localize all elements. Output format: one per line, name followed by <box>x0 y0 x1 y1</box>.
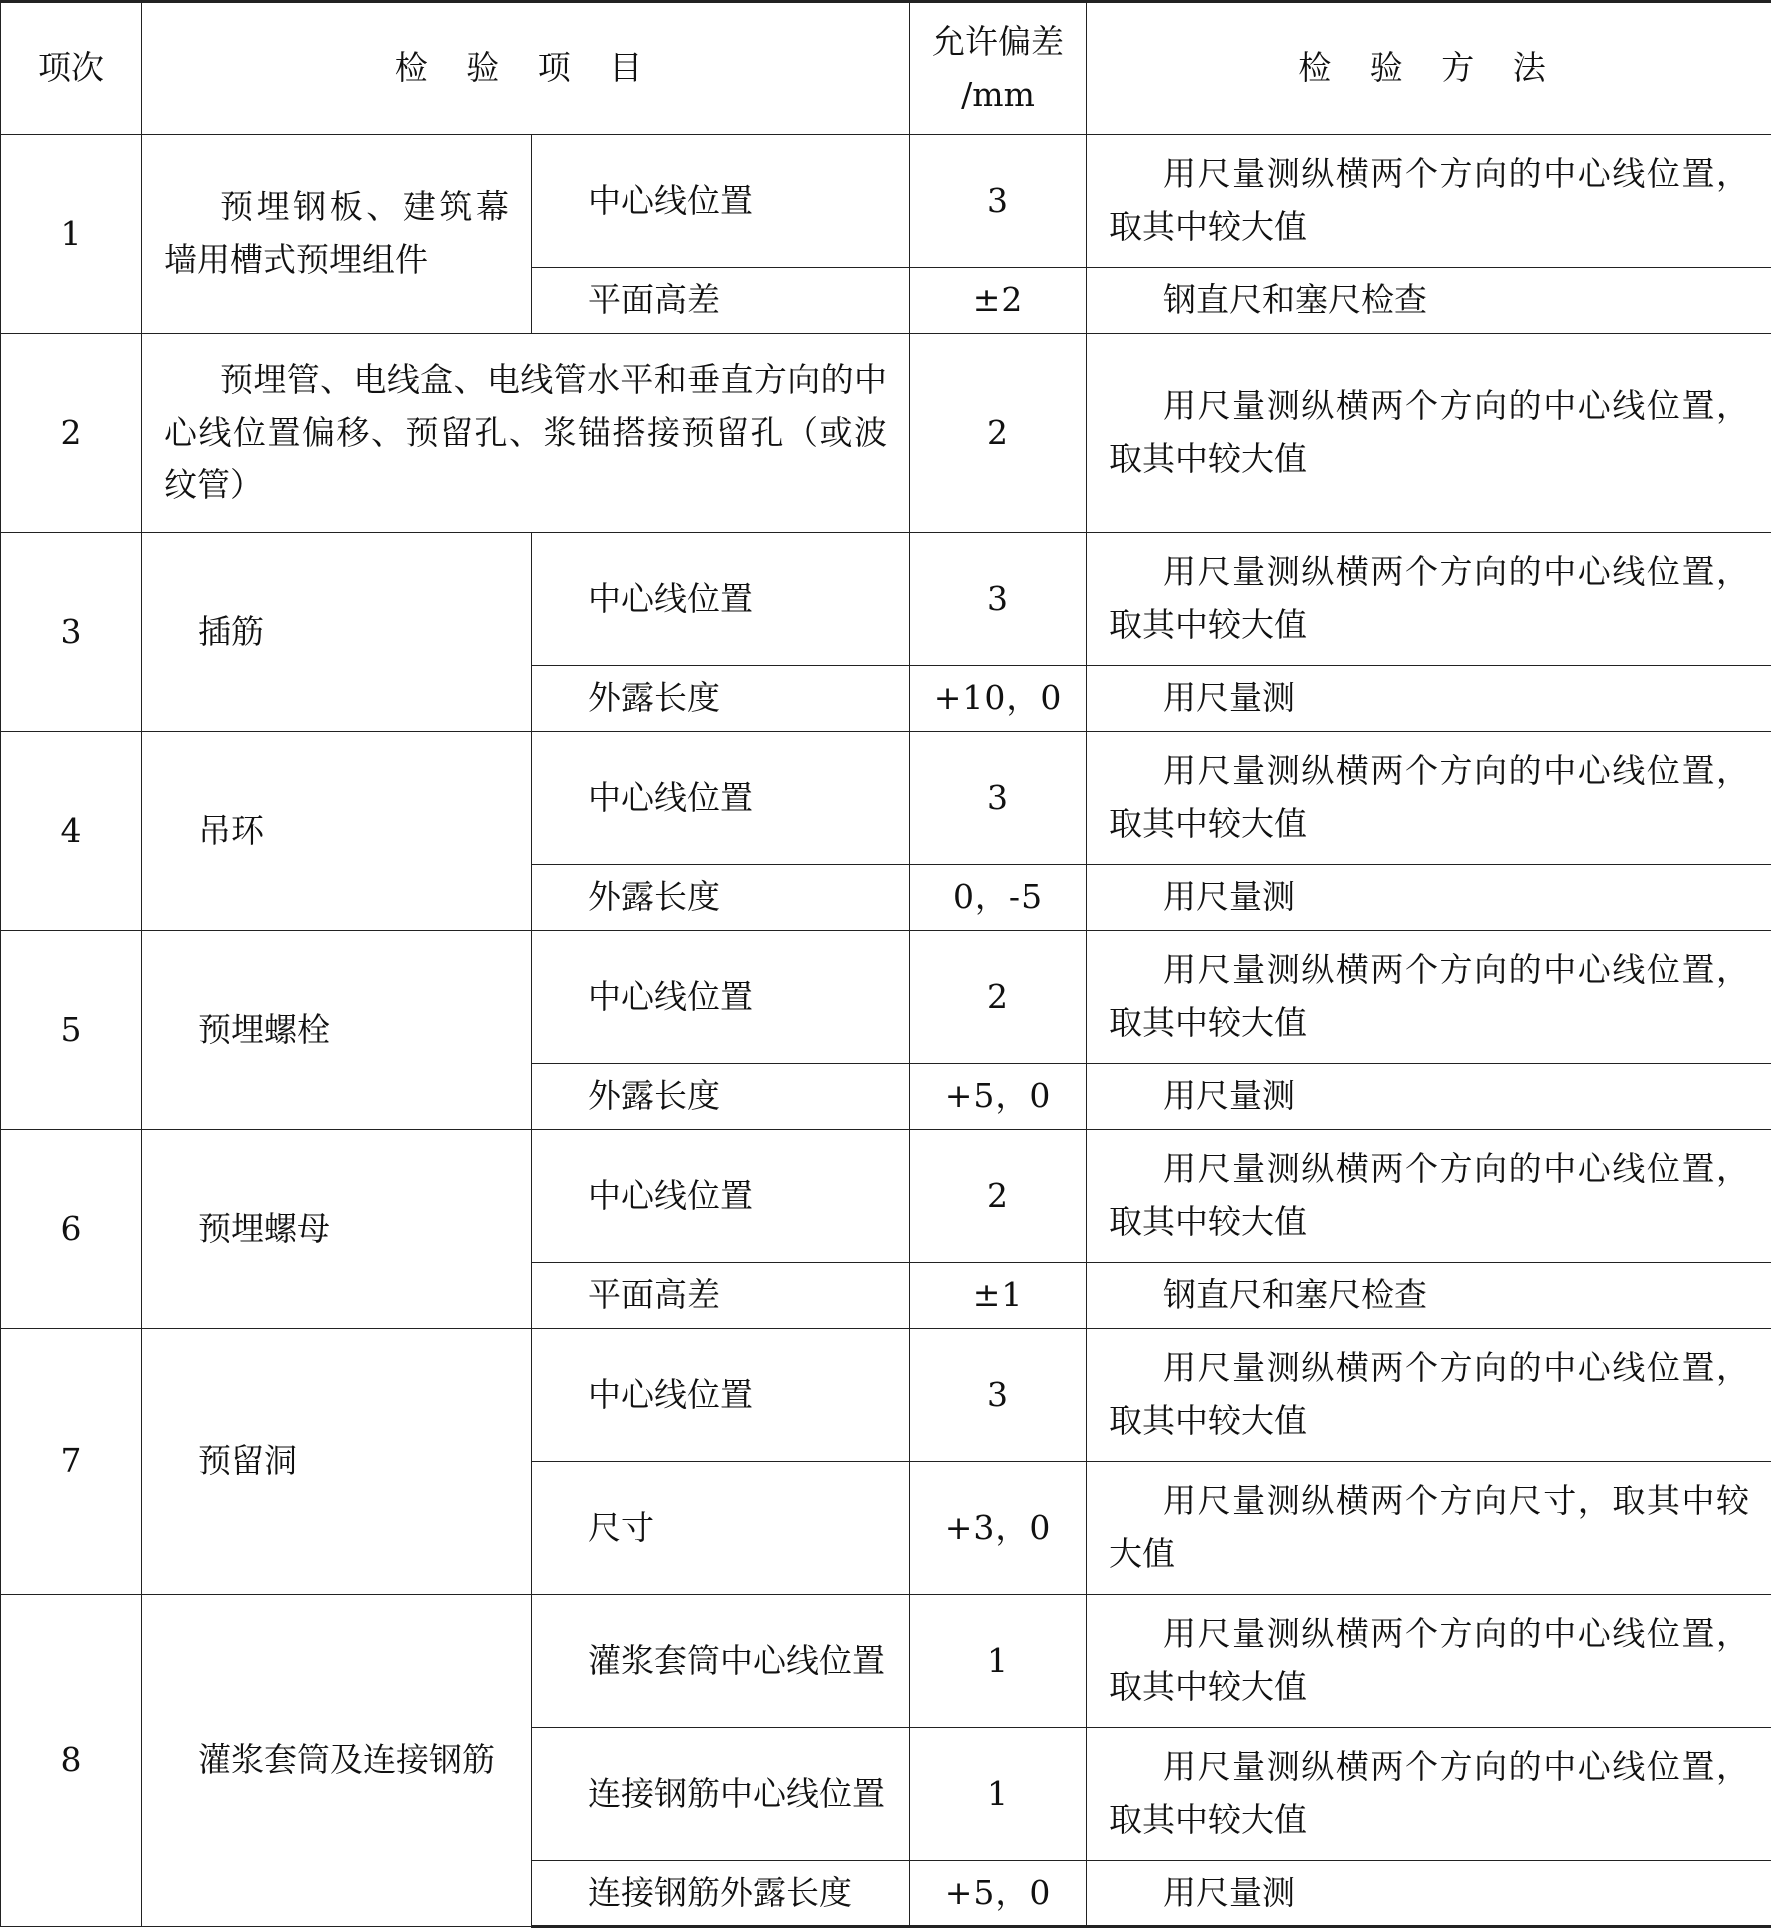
row-index: 2 <box>1 334 142 533</box>
row-tolerance: +5，0 <box>910 1064 1087 1130</box>
row-tolerance: 1 <box>910 1595 1087 1728</box>
row-method: 用尺量测纵横两个方向的中心线位置，取其中较大值 <box>1087 334 1771 533</box>
row-method: 用尺量测纵横两个方向的中心线位置，取其中较大值 <box>1087 732 1771 865</box>
header-index: 项次 <box>1 2 142 135</box>
row-item: 预埋螺母 <box>142 1130 532 1329</box>
row-tolerance: ±2 <box>910 268 1087 334</box>
header-method: 检 验 方 法 <box>1087 2 1771 135</box>
row-subitem: 外露长度 <box>532 1064 910 1130</box>
row-subitem: 中心线位置 <box>532 1130 910 1263</box>
table-row <box>1 533 1771 666</box>
row-method: 用尺量测纵横两个方向的中心线位置，取其中较大值 <box>1087 135 1771 268</box>
row-subitem: 平面高差 <box>532 268 910 334</box>
row-tolerance: ±1 <box>910 1263 1087 1329</box>
row-subitem: 灌浆套筒中心线位置 <box>532 1595 910 1728</box>
row-subitem: 外露长度 <box>532 666 910 732</box>
row-item: 预埋管、电线盒、电线管水平和垂直方向的中心线位置偏移、预留孔、浆锚搭接预留孔（或波纹管） <box>142 334 910 533</box>
row-subitem: 中心线位置 <box>532 931 910 1064</box>
row-method: 用尺量测纵横两个方向的中心线位置，取其中较大值 <box>1087 1329 1771 1462</box>
table-row <box>1 1329 1771 1462</box>
table-row <box>1 135 1771 268</box>
row-index: 3 <box>1 533 142 732</box>
table-row <box>1 1130 1771 1263</box>
row-tolerance: 3 <box>910 135 1087 268</box>
row-subitem: 连接钢筋中心线位置 <box>532 1728 910 1861</box>
header-tolerance-line2: /mm <box>910 69 1086 122</box>
row-method: 用尺量测纵横两个方向的中心线位置，取其中较大值 <box>1087 533 1771 666</box>
table-row <box>1 931 1771 1064</box>
row-method: 用尺量测 <box>1087 666 1771 732</box>
header-tolerance-line1: 允许偏差 <box>910 16 1086 69</box>
row-item: 插筋 <box>142 533 532 732</box>
row-tolerance: +10，0 <box>910 666 1087 732</box>
header-tolerance <box>910 2 1087 135</box>
row-method: 用尺量测纵横两个方向尺寸，取其中较大值 <box>1087 1462 1771 1595</box>
row-tolerance: +3，0 <box>910 1462 1087 1595</box>
row-subitem: 中心线位置 <box>532 732 910 865</box>
row-index: 7 <box>1 1329 142 1595</box>
row-index: 5 <box>1 931 142 1130</box>
row-method: 用尺量测 <box>1087 865 1771 931</box>
row-tolerance: 2 <box>910 334 1087 533</box>
row-method: 钢直尺和塞尺检查 <box>1087 1263 1771 1329</box>
header-item: 检 验 项 目 <box>142 2 910 135</box>
row-tolerance: 2 <box>910 931 1087 1064</box>
row-subitem: 中心线位置 <box>532 533 910 666</box>
row-index: 6 <box>1 1130 142 1329</box>
row-tolerance: +5，0 <box>910 1861 1087 1927</box>
row-item: 预留洞 <box>142 1329 532 1595</box>
row-subitem: 平面高差 <box>532 1263 910 1329</box>
table-row <box>1 1595 1771 1728</box>
row-item: 吊环 <box>142 732 532 931</box>
row-method: 用尺量测纵横两个方向的中心线位置，取其中较大值 <box>1087 1728 1771 1861</box>
row-tolerance: 3 <box>910 533 1087 666</box>
row-subitem: 外露长度 <box>532 865 910 931</box>
row-subitem: 中心线位置 <box>532 135 910 268</box>
row-item: 预埋钢板、建筑幕墙用槽式预埋组件 <box>142 135 532 334</box>
row-method: 用尺量测 <box>1087 1861 1771 1927</box>
row-tolerance: 2 <box>910 1130 1087 1263</box>
table-header-row <box>1 2 1771 135</box>
row-method: 用尺量测纵横两个方向的中心线位置，取其中较大值 <box>1087 1130 1771 1263</box>
row-subitem: 连接钢筋外露长度 <box>532 1861 910 1927</box>
row-method: 用尺量测纵横两个方向的中心线位置，取其中较大值 <box>1087 1595 1771 1728</box>
row-tolerance: 3 <box>910 732 1087 865</box>
table-row <box>1 732 1771 865</box>
row-subitem: 尺寸 <box>532 1462 910 1595</box>
row-item: 灌浆套筒及连接钢筋 <box>142 1595 532 1927</box>
row-method: 用尺量测纵横两个方向的中心线位置，取其中较大值 <box>1087 931 1771 1064</box>
row-tolerance: 0，-5 <box>910 865 1087 931</box>
row-index: 1 <box>1 135 142 334</box>
row-index: 8 <box>1 1595 142 1927</box>
row-subitem: 中心线位置 <box>532 1329 910 1462</box>
row-index: 4 <box>1 732 142 931</box>
row-method: 钢直尺和塞尺检查 <box>1087 268 1771 334</box>
row-method: 用尺量测 <box>1087 1064 1771 1130</box>
row-tolerance: 1 <box>910 1728 1087 1861</box>
table-row <box>1 334 1771 533</box>
row-tolerance: 3 <box>910 1329 1087 1462</box>
row-item: 预埋螺栓 <box>142 931 532 1130</box>
